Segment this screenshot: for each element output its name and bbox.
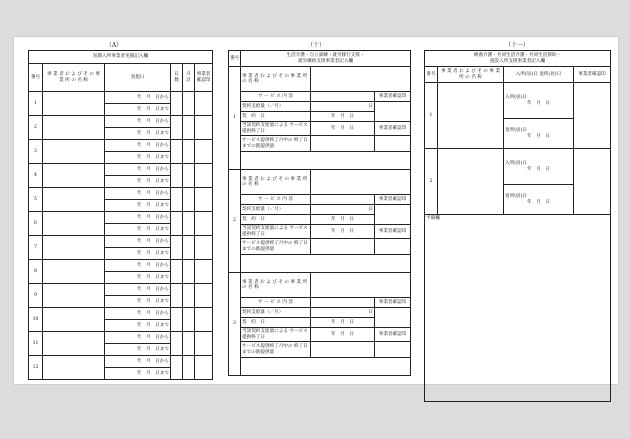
end-contract-value[interactable]: 年 月 日: [311, 225, 375, 239]
period-to[interactable]: 年 月 日まで: [105, 152, 171, 164]
row-number: 9: [29, 284, 43, 308]
total-cell[interactable]: [183, 236, 195, 260]
move-in-cell[interactable]: [504, 83, 574, 119]
check-cell[interactable]: [195, 332, 213, 356]
days-cell[interactable]: [171, 356, 183, 380]
row-number: 3: [29, 140, 43, 164]
table-row: [29, 356, 213, 368]
move-out-cell[interactable]: [504, 185, 574, 215]
total-cell[interactable]: [183, 212, 195, 236]
provider-name-cell[interactable]: [43, 188, 105, 212]
col-no: 番号: [29, 64, 43, 92]
table-row: [29, 212, 213, 224]
end-contract-label: 当該契約支給量による サービス提供終了日: [241, 122, 311, 136]
service-value[interactable]: [311, 195, 375, 205]
check-cell[interactable]: [574, 149, 611, 215]
row-number: 8: [29, 260, 43, 284]
day-service-table: [228, 50, 411, 376]
panel-b-number: （十）: [306, 42, 325, 49]
provider-name-cell[interactable]: [43, 236, 105, 260]
block-number: 3: [229, 273, 241, 376]
block-spacer: [229, 255, 411, 273]
block-row: [229, 102, 411, 112]
check-cell[interactable]: [195, 260, 213, 284]
provider-name-cell[interactable]: [438, 83, 504, 149]
service-label: サ ー ビ ス 内 容: [241, 92, 311, 102]
row-number: 6: [29, 212, 43, 236]
block-spacer: [229, 152, 411, 170]
end-contract-label: 当該契約支給量による サービス提供終了日: [241, 328, 311, 342]
table-row: [29, 260, 213, 272]
days-cell[interactable]: [171, 92, 183, 116]
block-row: [229, 92, 411, 102]
period-from[interactable]: 年 月 日から: [105, 308, 171, 320]
check-cell[interactable]: [574, 83, 611, 149]
block-row: [229, 136, 411, 152]
check-cell[interactable]: [195, 308, 213, 332]
panel-a-number: （A）: [105, 42, 123, 49]
contract-date-value[interactable]: 年 月 日: [311, 318, 375, 328]
days-cell[interactable]: [171, 284, 183, 308]
panel-c: [416, 37, 618, 384]
check-cell[interactable]: [375, 102, 411, 122]
block-row: [229, 342, 411, 358]
contract-amount-label: 契約支給量（／月）: [241, 205, 311, 215]
block-row: [229, 328, 411, 342]
block-row: [425, 149, 611, 185]
contract-date-label: 契 約 日: [241, 215, 311, 225]
period-to[interactable]: 年 月 日まで: [105, 176, 171, 188]
panel-b-title-line2: 就労継続支援事業者記入欄: [297, 58, 354, 64]
table-row: [29, 92, 213, 104]
service-value[interactable]: [311, 92, 375, 102]
period-from[interactable]: 年 月 日から: [105, 140, 171, 152]
block-number: 1: [229, 67, 241, 170]
row-number: 7: [29, 236, 43, 260]
blank-cell: [241, 152, 411, 170]
service-label: サ ー ビ ス 内 容: [241, 195, 311, 205]
remaining-label: サービス提供終了月中の 終了日までの既提供量: [241, 239, 311, 255]
remaining-value[interactable]: [311, 342, 375, 358]
check-label: 事業者確認印: [375, 92, 411, 102]
contract-date-value[interactable]: 年 月 日: [311, 112, 375, 122]
check-cell[interactable]: [195, 116, 213, 140]
block-row: [229, 170, 411, 195]
move-in-date: 年 月 日: [527, 100, 550, 106]
col-period: 入所(居)日 退所(居)日: [504, 67, 574, 83]
period-to[interactable]: 年 月 日まで: [105, 200, 171, 212]
days-cell[interactable]: [171, 308, 183, 332]
table-row: [29, 164, 213, 176]
notes-label: 予備欄: [426, 216, 440, 221]
check-cell[interactable]: [375, 205, 411, 225]
table-row: [29, 116, 213, 128]
col-period: 実施日: [105, 64, 171, 92]
total-cell[interactable]: [183, 260, 195, 284]
col-days: 日数: [171, 64, 183, 92]
block-row: [229, 308, 411, 318]
row-number: 12: [29, 356, 43, 380]
provider-name-cell[interactable]: [438, 149, 504, 215]
period-to[interactable]: 年 月 日まで: [105, 368, 171, 380]
period-to[interactable]: 年 月 日まで: [105, 272, 171, 284]
move-out-date: 年 月 日: [527, 133, 550, 139]
name-value[interactable]: [311, 170, 411, 195]
col-check: 事業者確認印: [574, 67, 611, 83]
panel-c-number: （十一）: [504, 42, 529, 49]
end-contract-label: 当該契約支給量による サービス提供終了日: [241, 225, 311, 239]
check-cell[interactable]: [195, 356, 213, 380]
days-cell[interactable]: [171, 188, 183, 212]
block-row: [229, 298, 411, 308]
name-label: 事 業 者 お よ び そ の 事 業 所 の 名 称: [241, 170, 311, 195]
check-cell[interactable]: [375, 342, 411, 358]
service-value[interactable]: [311, 298, 375, 308]
period-to[interactable]: 年 月 日まで: [105, 224, 171, 236]
check-cell[interactable]: [195, 212, 213, 236]
days-cell[interactable]: [171, 236, 183, 260]
block-row: [229, 122, 411, 136]
block-row: [229, 195, 411, 205]
end-contract-value[interactable]: 年 月 日: [311, 122, 375, 136]
total-cell[interactable]: [183, 356, 195, 380]
name-label: 事 業 者 お よ び そ の 事 業 所 の 名 称: [241, 273, 311, 298]
move-in-label: 入所(居)日: [505, 95, 527, 101]
provider-name-cell[interactable]: [43, 140, 105, 164]
contract-amount-label: 契約支給量（／月）: [241, 102, 311, 112]
move-out-cell[interactable]: [504, 119, 574, 149]
panel-c-title-line1: 療養介護・共同生活介護・共同生活援助・: [473, 53, 562, 59]
period-from[interactable]: 年 月 日から: [105, 188, 171, 200]
days-cell[interactable]: [171, 164, 183, 188]
contract-amount-unit[interactable]: 日: [311, 308, 375, 318]
contract-amount-unit[interactable]: 日: [311, 102, 375, 112]
period-from[interactable]: 年 月 日から: [105, 284, 171, 296]
total-cell[interactable]: [183, 116, 195, 140]
days-cell[interactable]: [171, 116, 183, 140]
row-number: 1: [29, 92, 43, 116]
check-label: 事業者確認印: [375, 328, 411, 342]
panel-c-title-line2: 施設入所支援事業者記入欄: [489, 58, 546, 64]
block-row: [229, 205, 411, 215]
panel-a-title: 短期入所事業者実績記入欄: [29, 51, 213, 64]
row-number: 5: [29, 188, 43, 212]
block-row: [229, 225, 411, 239]
period-to[interactable]: 年 月 日まで: [105, 296, 171, 308]
period-from[interactable]: 年 月 日から: [105, 356, 171, 368]
check-cell[interactable]: [195, 284, 213, 308]
col-no: 番号: [425, 67, 438, 83]
move-in-date: 年 月 日: [527, 166, 550, 172]
days-cell[interactable]: [171, 332, 183, 356]
residential-table: [424, 50, 611, 402]
contract-date-label: 契 約 日: [241, 112, 311, 122]
block-number: 2: [229, 170, 241, 273]
check-cell[interactable]: [375, 308, 411, 328]
table-row: [29, 308, 213, 320]
table-row: [29, 284, 213, 296]
panel-c-title: [425, 51, 611, 67]
remaining-label: サービス提供終了月中の 終了日までの既提供量: [241, 342, 311, 358]
contract-date-label: 契 約 日: [241, 318, 311, 328]
check-cell[interactable]: [375, 136, 411, 152]
panel-a: [14, 37, 214, 384]
check-cell[interactable]: [195, 164, 213, 188]
contract-amount-label: 契約支給量（／月）: [241, 308, 311, 318]
provider-name-cell[interactable]: [43, 260, 105, 284]
name-value[interactable]: [311, 67, 411, 92]
blank-cell: [241, 358, 411, 376]
provider-name-cell[interactable]: [43, 164, 105, 188]
total-cell[interactable]: [183, 188, 195, 212]
certificate-sheet: [14, 37, 618, 384]
move-in-cell[interactable]: [504, 149, 574, 185]
row-number: 4: [29, 164, 43, 188]
total-cell[interactable]: [183, 308, 195, 332]
block-row: [229, 239, 411, 255]
col-total: 月計: [183, 64, 195, 92]
period-to[interactable]: 年 月 日まで: [105, 104, 171, 116]
provider-name-cell[interactable]: [43, 332, 105, 356]
period-from[interactable]: 年 月 日から: [105, 92, 171, 104]
total-cell[interactable]: [183, 164, 195, 188]
short-stay-table: [28, 50, 213, 380]
block-spacer: [229, 358, 411, 376]
provider-name-cell[interactable]: [43, 212, 105, 236]
block-row: [229, 273, 411, 298]
check-cell[interactable]: [195, 188, 213, 212]
remaining-value[interactable]: [311, 136, 375, 152]
provider-name-cell[interactable]: [43, 356, 105, 380]
provider-name-cell[interactable]: [43, 92, 105, 116]
remaining-value[interactable]: [311, 239, 375, 255]
row-number: 10: [29, 308, 43, 332]
days-cell[interactable]: [171, 140, 183, 164]
table-row: [29, 140, 213, 152]
move-out-date: 年 月 日: [527, 199, 550, 205]
check-cell[interactable]: [195, 236, 213, 260]
col-check: 事業者確認印: [195, 64, 213, 92]
end-contract-value[interactable]: 年 月 日: [311, 328, 375, 342]
period-to[interactable]: 年 月 日まで: [105, 128, 171, 140]
panel-b-title-line1: 生活介護・自立訓練・就労移行支援・: [286, 53, 365, 59]
table-row: [29, 236, 213, 248]
provider-name-cell[interactable]: [43, 308, 105, 332]
move-in-label: 入所(居)日: [505, 161, 527, 167]
check-cell[interactable]: [195, 92, 213, 116]
provider-name-cell[interactable]: [43, 116, 105, 140]
table-row: [29, 332, 213, 344]
period-from[interactable]: 年 月 日から: [105, 236, 171, 248]
period-to[interactable]: 年 月 日まで: [105, 320, 171, 332]
period-from[interactable]: 年 月 日から: [105, 332, 171, 344]
row-number: 11: [29, 332, 43, 356]
check-cell[interactable]: [195, 140, 213, 164]
blank-cell: [241, 255, 411, 273]
contract-amount-unit[interactable]: 日: [311, 205, 375, 215]
check-label: 事業者確認印: [375, 195, 411, 205]
provider-name-cell[interactable]: [43, 284, 105, 308]
remaining-label: サービス提供終了月中の 終了日までの既提供量: [241, 136, 311, 152]
move-out-label: 退所(居)日: [505, 128, 527, 134]
notes-area[interactable]: [425, 215, 611, 402]
panel-b-title: [241, 51, 411, 67]
col-name: 事 業 者 お よ び そ の 事 業 所 の 名 称: [43, 64, 105, 92]
period-from[interactable]: 年 月 日から: [105, 260, 171, 272]
block-number: 1: [425, 83, 438, 149]
contract-date-value[interactable]: 年 月 日: [311, 215, 375, 225]
period-to[interactable]: 年 月 日まで: [105, 344, 171, 356]
period-to[interactable]: 年 月 日まで: [105, 248, 171, 260]
total-cell[interactable]: [183, 140, 195, 164]
panel-b: [216, 37, 416, 384]
block-number: 2: [425, 149, 438, 215]
days-cell[interactable]: [171, 260, 183, 284]
move-out-label: 退所(居)日: [505, 194, 527, 200]
name-label: 事 業 者 お よ び そ の 事 業 所 の 名 称: [241, 67, 311, 92]
block-row: [425, 83, 611, 119]
days-cell[interactable]: [171, 212, 183, 236]
total-cell[interactable]: [183, 332, 195, 356]
row-number: 2: [29, 116, 43, 140]
name-value[interactable]: [311, 273, 411, 298]
block-row: [229, 67, 411, 92]
total-cell[interactable]: [183, 284, 195, 308]
service-label: サ ー ビ ス 内 容: [241, 298, 311, 308]
total-cell[interactable]: [183, 92, 195, 116]
period-from[interactable]: 年 月 日から: [105, 164, 171, 176]
check-label: 事業者確認印: [375, 225, 411, 239]
table-row: [29, 188, 213, 200]
period-from[interactable]: 年 月 日から: [105, 116, 171, 128]
check-cell[interactable]: [375, 239, 411, 255]
check-label: 事業者確認印: [375, 122, 411, 136]
check-label: 事業者確認印: [375, 298, 411, 308]
col-no: 番号: [229, 51, 241, 67]
col-name: 事 業 者 お よ び そ の 事 業 所 の 名 称: [438, 67, 504, 83]
period-from[interactable]: 年 月 日から: [105, 212, 171, 224]
